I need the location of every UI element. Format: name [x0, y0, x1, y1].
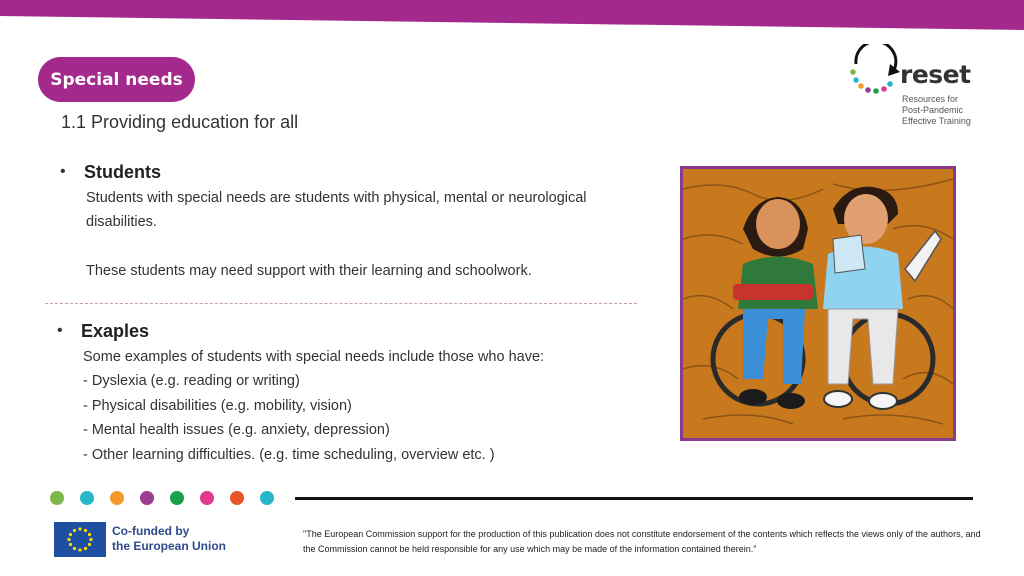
examples-section: [57, 319, 637, 467]
decorative-dot: [140, 491, 154, 505]
bullet-icon: •: [60, 163, 66, 180]
eu-line: the European Union: [112, 539, 226, 553]
list-item: - Other learning difficulties. (e.g. time scheduling, overview etc. ): [83, 446, 495, 463]
color-dots: [50, 491, 290, 505]
list-item: - Physical disabilities (e.g. mobility, vision): [83, 397, 352, 414]
logo-word: reset: [900, 60, 971, 89]
reset-logo: [848, 44, 988, 134]
top-banner: [0, 0, 1024, 30]
eu-line: Co-funded by: [112, 524, 190, 538]
eu-flag-icon: [54, 522, 106, 557]
wheelchair-students-illustration: [680, 166, 956, 441]
reset-circle-arrow-icon: [848, 44, 900, 94]
decorative-dot: [230, 491, 244, 505]
list-item: - Mental health issues (e.g. anxiety, depression): [83, 422, 390, 438]
students-section: [60, 160, 640, 283]
footer-rule: [295, 497, 973, 500]
eu-cofunded-label: [112, 524, 226, 554]
section-divider: [45, 303, 637, 304]
logo-tagline: [902, 94, 971, 127]
students-definition: Students with special needs are students with physical, mental or neurological disabilities.: [86, 189, 587, 230]
examples-intro: Some examples of students with special needs include those who have:: [83, 348, 545, 365]
students-support: These students may need support with their learning and schoolwork.: [86, 262, 532, 279]
page-subtitle: 1.1 Providing education for all: [61, 112, 299, 132]
eu-disclaimer: "The European Commission support for the production of this publication does not constitute endorsement of the contents which reflects the views only of the authors, and the Commission cannot be held responsible for any use which may be made of the information contained therein.": [303, 529, 981, 554]
illustration-art: [683, 169, 953, 438]
decorative-dot: [260, 491, 274, 505]
section-badge: [38, 57, 195, 102]
bullet-icon: •: [57, 322, 63, 339]
list-item: - Dyslexia (e.g. reading or writing): [83, 373, 300, 389]
decorative-dot: [200, 491, 214, 505]
decorative-dot: [110, 491, 124, 505]
decorative-dot: [50, 491, 64, 505]
section-badge-label: Special needs: [50, 69, 183, 90]
logo-tagline-line: Effective Training: [902, 116, 971, 126]
logo-tagline-line: Resources for: [902, 94, 959, 104]
decorative-dot: [80, 491, 94, 505]
logo-tagline-line: Post-Pandemic: [902, 105, 964, 115]
students-heading: Students: [84, 162, 162, 182]
decorative-dot: [170, 491, 184, 505]
examples-heading: Exaples: [81, 321, 150, 341]
